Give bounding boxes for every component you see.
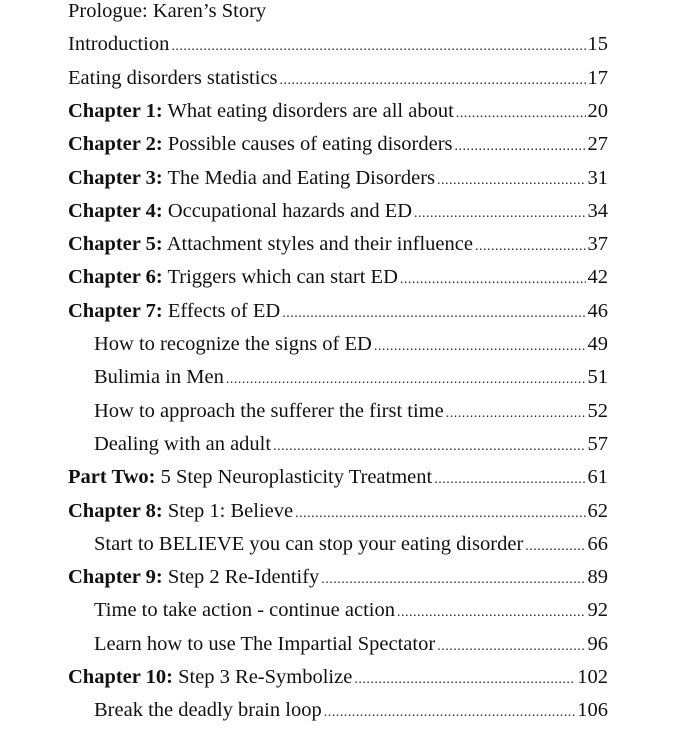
dot-leader [525,536,585,558]
toc-entry-prefix: Chapter 3: [68,166,163,189]
toc-entry-prefix: Chapter 4: [68,199,163,222]
toc-entry-prefix: Chapter 1: [68,99,163,122]
toc-entry [68,566,608,591]
dot-leader [414,203,585,225]
toc-entry [68,266,608,291]
toc-entry-title: Triggers which can start ED [162,266,398,289]
toc-entry [68,33,608,58]
toc-subentry [94,400,608,425]
toc-entry-label [68,33,169,55]
toc-subentry [94,599,608,624]
toc-page-number: 51 [587,366,608,389]
toc-page-number: 31 [587,166,608,189]
toc-page-number: 52 [587,399,608,422]
toc-entry-prefix: Part Two: [68,466,156,489]
toc-page-number: 89 [587,566,608,589]
toc-page-number: 106 [577,699,608,722]
toc-entry-label [68,167,435,189]
toc-entry-label [94,433,271,455]
dot-leader [295,503,585,525]
toc-entry-prefix: Chapter 10: [68,666,173,688]
toc-entry-label [94,333,372,355]
toc-entry-title: 5 Step Neuroplasticity Treatment [155,466,433,489]
toc-page-number: 49 [587,333,608,355]
toc-entry-prefix: Chapter 2: [68,133,163,156]
toc-entry-label [68,67,278,89]
toc-subentry [94,633,608,658]
dot-leader [437,636,585,658]
toc-entry-prefix: Chapter 6: [68,266,163,289]
toc-entry-title: Occupational hazards and ED [162,199,413,222]
toc-entry-label [94,366,224,388]
toc-entry-title: Eating disorders statistics [68,66,278,89]
toc-entry-label [68,666,352,688]
toc-entry-label [68,200,412,222]
dot-leader [437,170,585,192]
dot-leader [456,103,586,125]
toc-entry-title: The Media and Eating Disorders [162,166,436,189]
toc-entry-prefix: Chapter 8: [68,499,163,522]
toc-entry-title: Dealing with an adult [94,432,272,455]
toc-entry-label [94,599,395,621]
dot-leader [446,403,586,425]
toc-subentry [94,366,608,391]
toc-entry-title: Break the deadly brain loop [94,699,322,722]
toc-entry [68,100,608,125]
toc-entry-title: How to recognize the signs of ED [94,333,372,355]
toc-entry-label [94,533,523,555]
toc-entry-label [68,0,266,22]
dot-leader [374,336,586,358]
toc-entry [68,0,608,22]
toc-entry-label [68,500,293,522]
dot-leader [282,303,585,325]
toc-entry-title: Effects of ED [162,299,281,322]
toc-entry-title: Step 1: Believe [162,499,294,522]
toc-entry-label [94,633,435,655]
toc-subentry [94,699,608,724]
dot-leader [354,669,575,691]
toc-entry-prefix: Chapter 5: [68,233,163,256]
dot-leader [321,569,585,591]
dot-leader [226,369,586,391]
toc-entry [68,67,608,92]
toc-entry-label [68,566,319,588]
dot-leader [400,269,586,291]
toc-page-number: 46 [587,299,608,322]
toc-entry-label [68,100,454,122]
toc-page-number: 20 [587,99,608,122]
toc-page-number: 17 [587,66,608,89]
toc-entry-prefix: Chapter 9: [68,566,163,589]
toc-entry-prefix: Chapter 7: [68,299,163,322]
toc-entry-title: How to approach the sufferer the first time [94,399,444,422]
toc-entry-label [94,699,322,721]
toc-entry [68,466,608,491]
dot-leader [280,70,586,92]
dot-leader [171,36,585,58]
toc-entry-label [94,400,444,422]
toc-entry-label [68,133,453,155]
toc-page-number: 61 [587,466,608,489]
toc-entry [68,233,608,258]
toc-page-number: 66 [587,532,608,555]
toc-entry [68,200,608,225]
toc-subentry [94,333,608,358]
toc-page-number: 34 [587,199,608,222]
toc-entry-title: Prologue: Karen’s Story [68,0,267,22]
toc-entry-label [68,266,398,288]
toc-entry-label [68,233,473,255]
toc-subentry [94,433,608,458]
toc-page-number: 96 [587,632,608,655]
toc-entry [68,133,608,158]
toc-entry-title: Possible causes of eating disorders [162,133,453,156]
dot-leader [434,469,585,491]
toc-entry [68,500,608,525]
toc-page-number: 37 [587,233,608,256]
toc-subentry [94,533,608,558]
dot-leader [455,136,586,158]
toc-page-number: 92 [587,599,608,622]
dot-leader [273,436,585,458]
dot-leader [324,702,576,724]
toc-entry-label [68,300,280,322]
toc-entry-title: Learn how to use The Impartial Spectator [94,632,436,655]
toc-entry-title: Bulimia in Men [94,366,224,389]
toc-page-number: 15 [587,33,608,56]
dot-leader [475,236,586,258]
toc-entry-title: What eating disorders are all about [162,99,454,122]
toc-entry [68,666,608,691]
toc-entry [68,300,608,325]
toc-page-number: 42 [587,266,608,289]
toc-page-number: 62 [587,499,608,522]
toc-entry-title: Step 3 Re-Symbolize [172,666,353,688]
toc-entry-title: Time to take action - continue action [94,599,395,622]
toc-entry-label [68,466,432,488]
toc-entry-title: Start to BELIEVE you can stop your eating disorder [94,532,524,555]
toc-page-number: 57 [587,432,608,455]
toc-entry-title: Attachment styles and their influence [162,233,473,256]
toc-page-number: 27 [587,133,608,156]
toc-page-number: 102 [577,666,608,688]
toc-entry-title: Step 2 Re-Identify [162,566,320,589]
toc-entry-title: Introduction [68,33,170,56]
toc-entry [68,167,608,192]
dot-leader [397,602,586,624]
